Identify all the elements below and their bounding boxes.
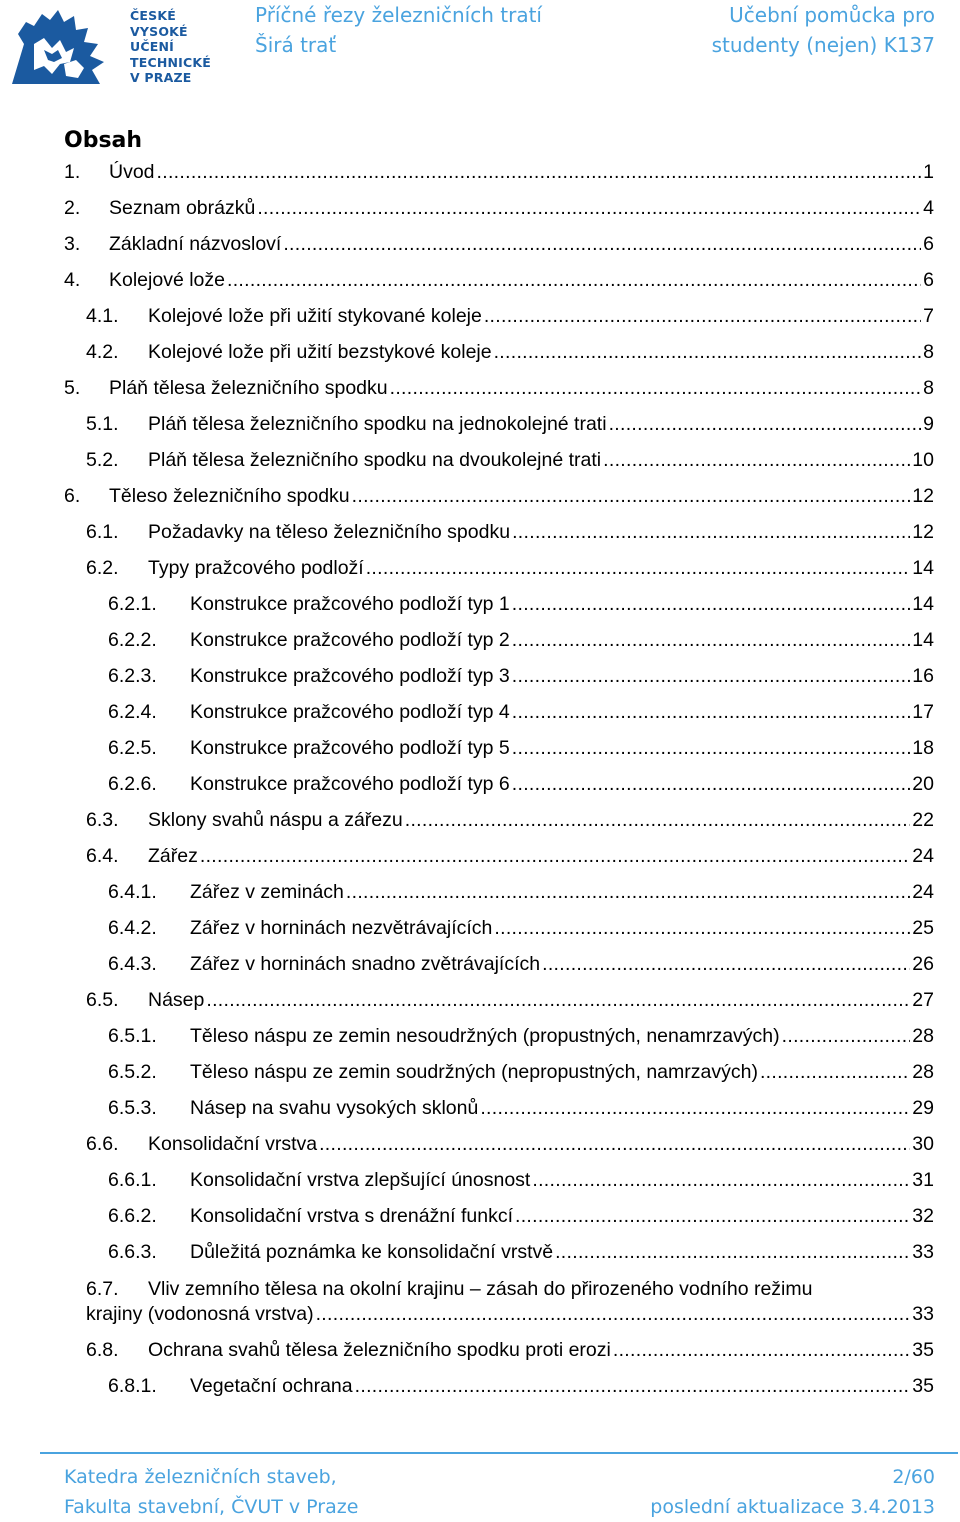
toc-entry-text: Těleso náspu ze zemin nesoudržných (propustných, nenamrzavých) xyxy=(190,1025,780,1047)
toc-entry[interactable] xyxy=(64,268,934,292)
toc-page-number: 1 xyxy=(923,161,934,183)
toc-entry[interactable] xyxy=(86,1132,934,1156)
toc-entry[interactable] xyxy=(64,160,934,184)
toc-page-number: 31 xyxy=(912,1169,934,1191)
toc-page-number: 14 xyxy=(912,557,934,579)
toc-page-number: 14 xyxy=(912,593,934,615)
toc-entry-text: Zářez xyxy=(148,845,198,867)
toc-entry[interactable] xyxy=(108,700,934,724)
toc-page-number: 20 xyxy=(912,773,934,795)
toc-page-number: 26 xyxy=(912,953,934,975)
toc-page-number: 7 xyxy=(923,305,934,327)
institution-logo-text xyxy=(130,8,211,86)
toc-entry[interactable] xyxy=(108,1374,934,1398)
toc-entry-text: Konstrukce pražcového podloží typ 1 xyxy=(190,593,510,615)
toc-leader-dots xyxy=(257,196,921,220)
toc-leader-dots xyxy=(494,916,910,940)
toc-entry-number: 6.2.6. xyxy=(108,773,157,795)
toc-leader-dots xyxy=(512,628,911,652)
toc-leader-dots xyxy=(512,592,911,616)
toc-entry-text: Konstrukce pražcového podloží typ 6 xyxy=(190,773,510,795)
toc-leader-dots xyxy=(512,736,911,760)
toc-entry-text: Konstrukce pražcového podloží typ 5 xyxy=(190,737,510,759)
toc-leader-dots xyxy=(283,232,921,256)
toc-entry-number: 6.5.1. xyxy=(108,1025,157,1047)
toc-entry-text: Pláň tělesa železničního spodku na jednokolejné trati xyxy=(148,413,607,435)
logo-line: VYSOKÉ xyxy=(130,23,188,39)
toc-entry[interactable] xyxy=(108,1024,934,1048)
toc-entry-text: Konsolidační vrstva s drenážní funkcí xyxy=(190,1205,513,1227)
toc-leader-dots xyxy=(319,1132,910,1156)
toc-entry-number: 3. xyxy=(64,233,81,255)
toc-entry-text: Požadavky na těleso železničního spodku xyxy=(148,521,511,543)
toc-page-number: 9 xyxy=(923,413,934,435)
toc-leader-dots xyxy=(782,1024,911,1048)
toc-page-number: 28 xyxy=(912,1061,934,1083)
toc-leader-dots xyxy=(609,412,922,436)
toc-entry-number: 6.3. xyxy=(86,809,119,831)
toc-leader-dots xyxy=(532,1168,910,1192)
toc-entry-number: 6.7. xyxy=(86,1278,119,1300)
toc-entry-text: Kolejové lože xyxy=(109,269,225,291)
toc-entry[interactable] xyxy=(108,736,934,760)
toc-entry-number: 6.6. xyxy=(86,1133,119,1155)
toc-entry-text-continued: krajiny (vodonosná vrstva) xyxy=(86,1303,314,1325)
toc-entry[interactable] xyxy=(108,1168,934,1192)
toc-entry-text: Kolejové lože při užití bezstykové koleje xyxy=(148,341,492,363)
toc-leader-dots xyxy=(760,1060,910,1084)
toc-leader-dots xyxy=(542,952,910,976)
toc-entry-text: Konstrukce pražcového podloží typ 4 xyxy=(190,701,510,723)
ctu-lion-logo-icon xyxy=(4,4,120,88)
toc-entry-text: Těleso náspu ze zemin soudržných (nepropustných, namrzavých) xyxy=(190,1061,758,1083)
toc-page-number: 32 xyxy=(912,1205,934,1227)
logo-line: ČESKÉ xyxy=(130,8,176,23)
toc-entry-number: 6.4.1. xyxy=(108,881,157,903)
toc-entry[interactable] xyxy=(64,232,934,256)
toc-leader-dots xyxy=(603,448,910,472)
toc-entry-text: Násep na svahu vysokých sklonů xyxy=(190,1097,479,1119)
toc-entry-number: 1. xyxy=(64,161,81,183)
toc-entry-number: 6.2.4. xyxy=(108,701,157,723)
toc-leader-dots xyxy=(157,160,922,184)
toc-entry-number: 6.2. xyxy=(86,557,119,579)
toc-entry-number: 6.8.1. xyxy=(108,1374,157,1397)
toc-entry-text: Těleso železničního spodku xyxy=(109,485,350,507)
toc-entry-text: Pláň tělesa železničního spodku xyxy=(109,377,388,399)
toc-entry[interactable] xyxy=(108,1204,934,1228)
toc-entry[interactable] xyxy=(108,916,934,940)
toc-leader-dots xyxy=(346,880,910,904)
toc-page-number: 12 xyxy=(912,521,934,543)
toc-page-number: 24 xyxy=(912,845,934,867)
toc-page-number: 8 xyxy=(923,341,934,363)
toc-entry-number: 5.1. xyxy=(86,413,119,435)
toc-entry[interactable] xyxy=(86,988,934,1012)
toc-leader-dots xyxy=(484,304,921,328)
toc-leader-dots xyxy=(555,1240,910,1264)
toc-entry-number: 5.2. xyxy=(86,449,119,471)
toc-entry-continued[interactable] xyxy=(86,1302,934,1326)
toc-leader-dots xyxy=(515,1204,910,1228)
toc-entry-number: 6.1. xyxy=(86,521,119,543)
toc-page-number: 33 xyxy=(912,1241,934,1263)
toc-leader-dots xyxy=(227,268,921,292)
document-subtitle xyxy=(712,0,935,60)
toc-page-number: 25 xyxy=(912,917,934,939)
toc-entry[interactable] xyxy=(108,772,934,796)
toc-entry[interactable] xyxy=(108,1060,934,1084)
toc-entry[interactable] xyxy=(108,592,934,616)
logo-line: V PRAZE xyxy=(130,70,192,85)
page-header xyxy=(0,0,960,100)
toc-entry-text: Úvod xyxy=(109,161,155,183)
toc-page-number: 29 xyxy=(912,1097,934,1119)
toc-page-number: 14 xyxy=(912,629,934,651)
toc-page-number: 6 xyxy=(923,233,934,255)
toc-entry[interactable] xyxy=(108,664,934,688)
toc-leader-dots xyxy=(512,520,910,544)
toc-entry-number: 6.6.3. xyxy=(108,1241,157,1263)
toc-leader-dots xyxy=(512,664,911,688)
document-subtitle-line1: Učební pomůcka pro xyxy=(729,3,935,27)
toc-entry-text: Důležitá poznámka ke konsolidační vrstvě xyxy=(190,1241,554,1263)
toc-entry-text: Sklony svahů náspu a zářezu xyxy=(148,809,403,831)
toc-entry-number: 6.4.2. xyxy=(108,917,157,939)
toc-leader-dots xyxy=(355,1374,911,1398)
toc-entry-text: Ochrana svahů tělesa železničního spodku proti erozi xyxy=(148,1338,611,1361)
footer-divider xyxy=(40,1452,958,1454)
toc-leader-dots xyxy=(206,988,910,1012)
toc-page-number: 4 xyxy=(923,197,934,219)
toc-entry-text: Konsolidační vrstva xyxy=(148,1133,318,1155)
document-subtitle-line2: studenty (nejen) K137 xyxy=(711,33,935,57)
toc-entry-number: 6.8. xyxy=(86,1338,119,1361)
toc-entry-number: 6.2.3. xyxy=(108,665,157,687)
toc-leader-dots xyxy=(390,376,922,400)
toc-entry[interactable] xyxy=(86,1338,934,1362)
toc-page-number: 17 xyxy=(912,701,934,723)
toc-page-number: 27 xyxy=(912,989,934,1011)
toc-entry[interactable] xyxy=(108,1240,934,1264)
toc-entry[interactable] xyxy=(86,412,934,436)
toc-entry[interactable] xyxy=(86,808,934,832)
footer-left-line2: Fakulta stavební, ČVUT v Praze xyxy=(64,1496,359,1518)
page-number: 2/60 xyxy=(892,1466,935,1488)
toc-entry-number: 4. xyxy=(64,269,81,291)
toc-leader-dots xyxy=(366,556,911,580)
toc-entry-number: 6.2.5. xyxy=(108,737,157,759)
toc-page-number: 24 xyxy=(912,881,934,903)
toc-entry-text[interactable]: Vliv zemního tělesa na okolní krajinu – zásah do přirozeného vodního režimu xyxy=(148,1278,813,1300)
toc-entry[interactable] xyxy=(64,484,934,508)
toc-entry-text: Zářez v horninách snadno zvětrávajících xyxy=(190,953,541,975)
toc-entry-number: 6.5. xyxy=(86,989,119,1011)
toc-entry-text: Základní názvosloví xyxy=(109,233,282,255)
toc-page-number: 28 xyxy=(912,1025,934,1047)
footer-page-info xyxy=(650,1462,935,1522)
toc-entry-text: Vegetační ochrana xyxy=(190,1374,353,1397)
toc-entry[interactable] xyxy=(108,952,934,976)
toc-entry[interactable] xyxy=(86,520,934,544)
toc-page-number: 22 xyxy=(912,809,934,831)
toc-title: Obsah xyxy=(64,128,143,153)
document-title xyxy=(255,0,542,60)
toc-leader-dots xyxy=(494,340,922,364)
toc-entry[interactable] xyxy=(86,556,934,580)
toc-entry-number: 5. xyxy=(64,377,81,399)
toc-entry[interactable] xyxy=(64,376,934,400)
toc-page-number: 16 xyxy=(912,665,934,687)
toc-page-number: 18 xyxy=(912,737,934,759)
toc-entry-number: 6. xyxy=(64,485,81,507)
toc-leader-dots xyxy=(405,808,911,832)
toc-entry-number: 6.6.1. xyxy=(108,1169,157,1191)
toc-entry[interactable] xyxy=(64,196,934,220)
toc-entry-text: Zářez v zeminách xyxy=(190,881,344,903)
toc-entry-text: Konsolidační vrstva zlepšující únosnost xyxy=(190,1169,531,1191)
toc-page-number: 30 xyxy=(912,1133,934,1155)
toc-leader-dots xyxy=(613,1338,910,1362)
toc-entry-text: Seznam obrázků xyxy=(109,197,256,219)
toc-leader-dots xyxy=(512,700,911,724)
toc-entry-text: Zářez v horninách nezvětrávajících xyxy=(190,917,493,939)
toc-page-number: 10 xyxy=(912,449,934,471)
toc-entry-number: 6.5.2. xyxy=(108,1061,157,1083)
toc-entry-text: Pláň tělesa železničního spodku na dvoukolejné trati xyxy=(148,449,602,471)
toc-page-number: 12 xyxy=(912,485,934,507)
toc-entry-number: 6.5.3. xyxy=(108,1097,157,1119)
toc-entry-text: Konstrukce pražcového podloží typ 2 xyxy=(190,629,510,651)
toc-entry[interactable] xyxy=(86,340,934,364)
toc-entry-number: 4.2. xyxy=(86,341,119,363)
toc-entry-text: Kolejové lože při užití stykované koleje xyxy=(148,305,482,327)
toc-entry-number: 6.6.2. xyxy=(108,1205,157,1227)
toc-entry[interactable] xyxy=(108,880,934,904)
last-update: poslední aktualizace 3.4.2013 xyxy=(650,1496,935,1518)
toc-entry[interactable] xyxy=(108,1096,934,1120)
toc-leader-dots xyxy=(352,484,911,508)
toc-page-number: 33 xyxy=(912,1303,934,1325)
toc-entry[interactable] xyxy=(108,628,934,652)
toc-entry[interactable] xyxy=(86,844,934,868)
document-title-line2: Širá trať xyxy=(255,33,337,57)
toc-entry-text: Konstrukce pražcového podloží typ 3 xyxy=(190,665,510,687)
toc-page-number: 35 xyxy=(912,1374,934,1397)
toc-leader-dots xyxy=(512,772,911,796)
toc-entry-text: Typy pražcového podloží xyxy=(148,557,364,579)
toc-entry-number: 2. xyxy=(64,197,81,219)
toc-entry-number: 6.2.1. xyxy=(108,593,157,615)
toc-entry-number: 6.2.2. xyxy=(108,629,157,651)
toc-leader-dots xyxy=(480,1096,910,1120)
toc-page-number: 8 xyxy=(923,377,934,399)
toc-entry-number: 6.4. xyxy=(86,845,119,867)
toc-leader-dots xyxy=(316,1302,911,1326)
toc-entry[interactable] xyxy=(86,448,934,472)
toc-page-number: 6 xyxy=(923,269,934,291)
toc-entry-text: Násep xyxy=(148,989,205,1011)
toc-entry-number: 6.4.3. xyxy=(108,953,157,975)
toc-entry[interactable] xyxy=(86,304,934,328)
logo-line: UČENÍ xyxy=(130,39,174,54)
toc-leader-dots xyxy=(200,844,910,868)
toc-entry-number: 4.1. xyxy=(86,305,119,327)
logo-line: TECHNICKÉ xyxy=(130,54,212,70)
toc-page-number: 35 xyxy=(912,1338,934,1361)
footer-department xyxy=(64,1462,358,1522)
footer-left-line1: Katedra železničních staveb, xyxy=(64,1466,337,1488)
document-title-line1: Příčné řezy železničních tratí xyxy=(255,3,542,27)
